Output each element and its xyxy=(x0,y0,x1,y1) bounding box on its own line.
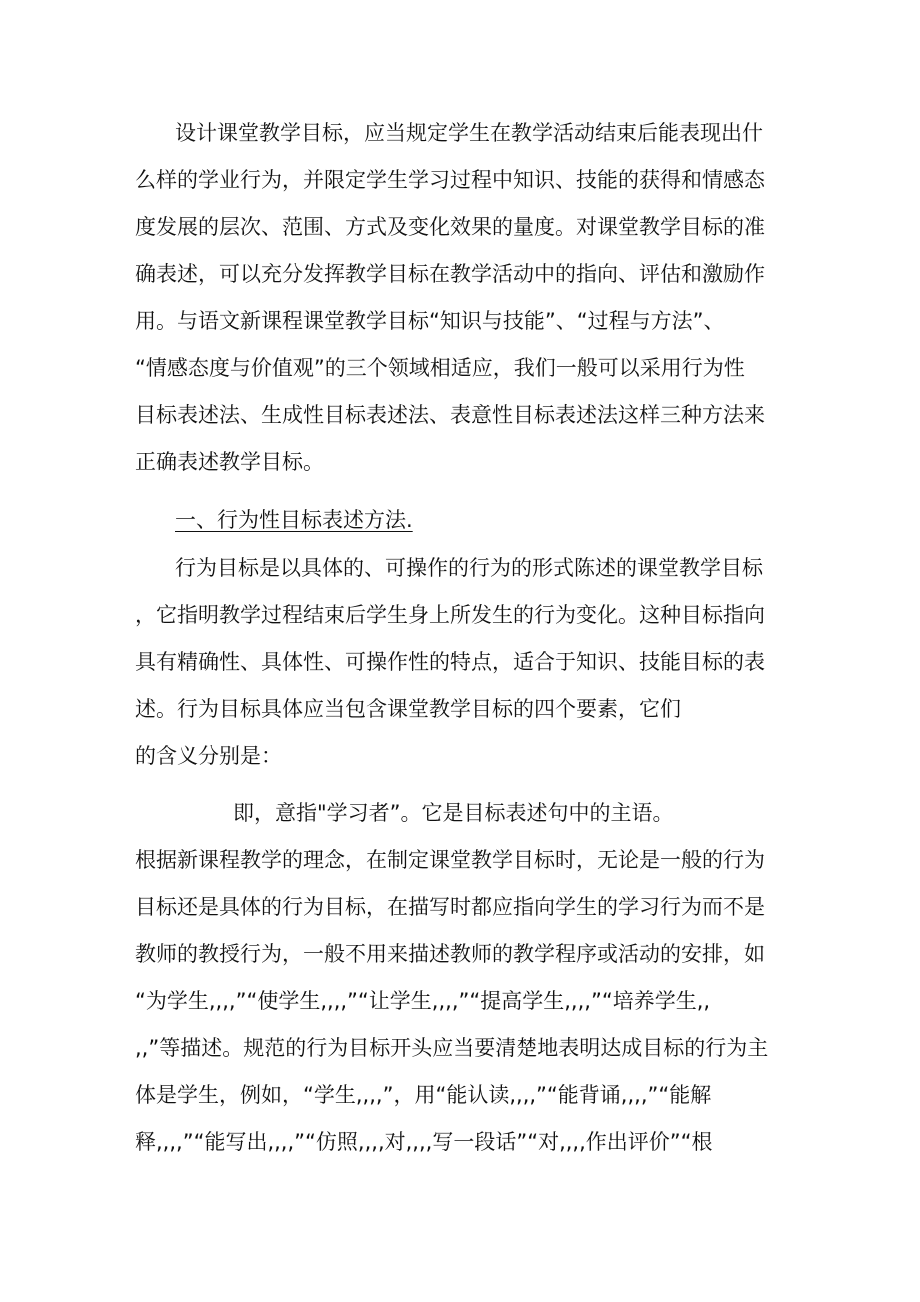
paragraph-2-line-3: 具有精确性、具体性、可操作性的特点，适合于知识、技能目标的表 xyxy=(135,650,765,674)
paragraph-1-line-4: 确表述，可以充分发挥教学目标在教学活动中的指向、评估和激励作 xyxy=(135,262,765,286)
paragraph-1-line-6: “情感态度与价值观”的三个领域相适应，我们一般可以采用行为性 xyxy=(135,356,745,380)
section-heading: 一、行为性目标表述方法. xyxy=(175,508,413,532)
paragraph-2-line-1: 行为目标是以具体的、可操作的行为的形式陈述的课堂教学目标 xyxy=(175,556,763,580)
paragraph-3-line-5: ,,”等描述。规范的行为目标开头应当要清楚地表明达成目标的行为主 xyxy=(135,1036,769,1060)
paragraph-1-line-1: 设计课堂教学目标，应当规定学生在教学活动结束后能表现出什 xyxy=(175,121,763,145)
paragraph-3-line-2: 目标还是具体的行为目标，在描写时都应指向学生的学习行为而不是 xyxy=(135,895,765,919)
paragraph-1-line-5: 用。与语文新课程课堂教学目标“知识与技能”、“过程与方法”、 xyxy=(135,309,725,333)
paragraph-1-line-8: 正确表述教学目标。 xyxy=(135,450,324,474)
paragraph-1-line-2: 么样的学业行为，并限定学生学习过程中知识、技能的获得和情感态 xyxy=(135,168,765,192)
paragraph-2-line-5: 的含义分别是： xyxy=(135,744,282,768)
paragraph-1-line-3: 度发展的层次、范围、方式及变化效果的量度。对课堂教学目标的准 xyxy=(135,215,765,239)
paragraph-3-line-7: 释,,,,”“能写出,,,,”“仿照,,,,对,,,,写一段话”“对,,,,作出评价”“根 xyxy=(135,1130,713,1154)
paragraph-1-line-7: 目标表述法、生成性目标表述法、表意性目标表述法这样三种方法来 xyxy=(135,403,765,427)
paragraph-3-line-3: 教师的教授行为，一般不用来描述教师的教学程序或活动的安排，如 xyxy=(135,942,765,966)
subject-definition-line: 即，意指"学习者”。它是目标表述句中的主语。 xyxy=(233,801,674,825)
paragraph-3-line-4: “为学生,,,,”“使学生,,,,”“让学生,,,,”“提高学生,,,,”“培养学生,, xyxy=(135,989,711,1013)
paragraph-2-line-2: ，它指明教学过程结束后学生身上所发生的行为变化。这种目标指向 xyxy=(135,603,765,627)
paragraph-2-line-4: 述。行为目标具体应当包含课堂教学目标的四个要素，它们 xyxy=(135,697,681,721)
paragraph-3-line-6: 体是学生，例如，“学生,,,,”，用“能认读,,,,”“能背诵,,,,”“能解 xyxy=(135,1083,712,1107)
paragraph-3-line-1: 根据新课程教学的理念，在制定课堂教学目标时，无论是一般的行为 xyxy=(135,848,765,872)
